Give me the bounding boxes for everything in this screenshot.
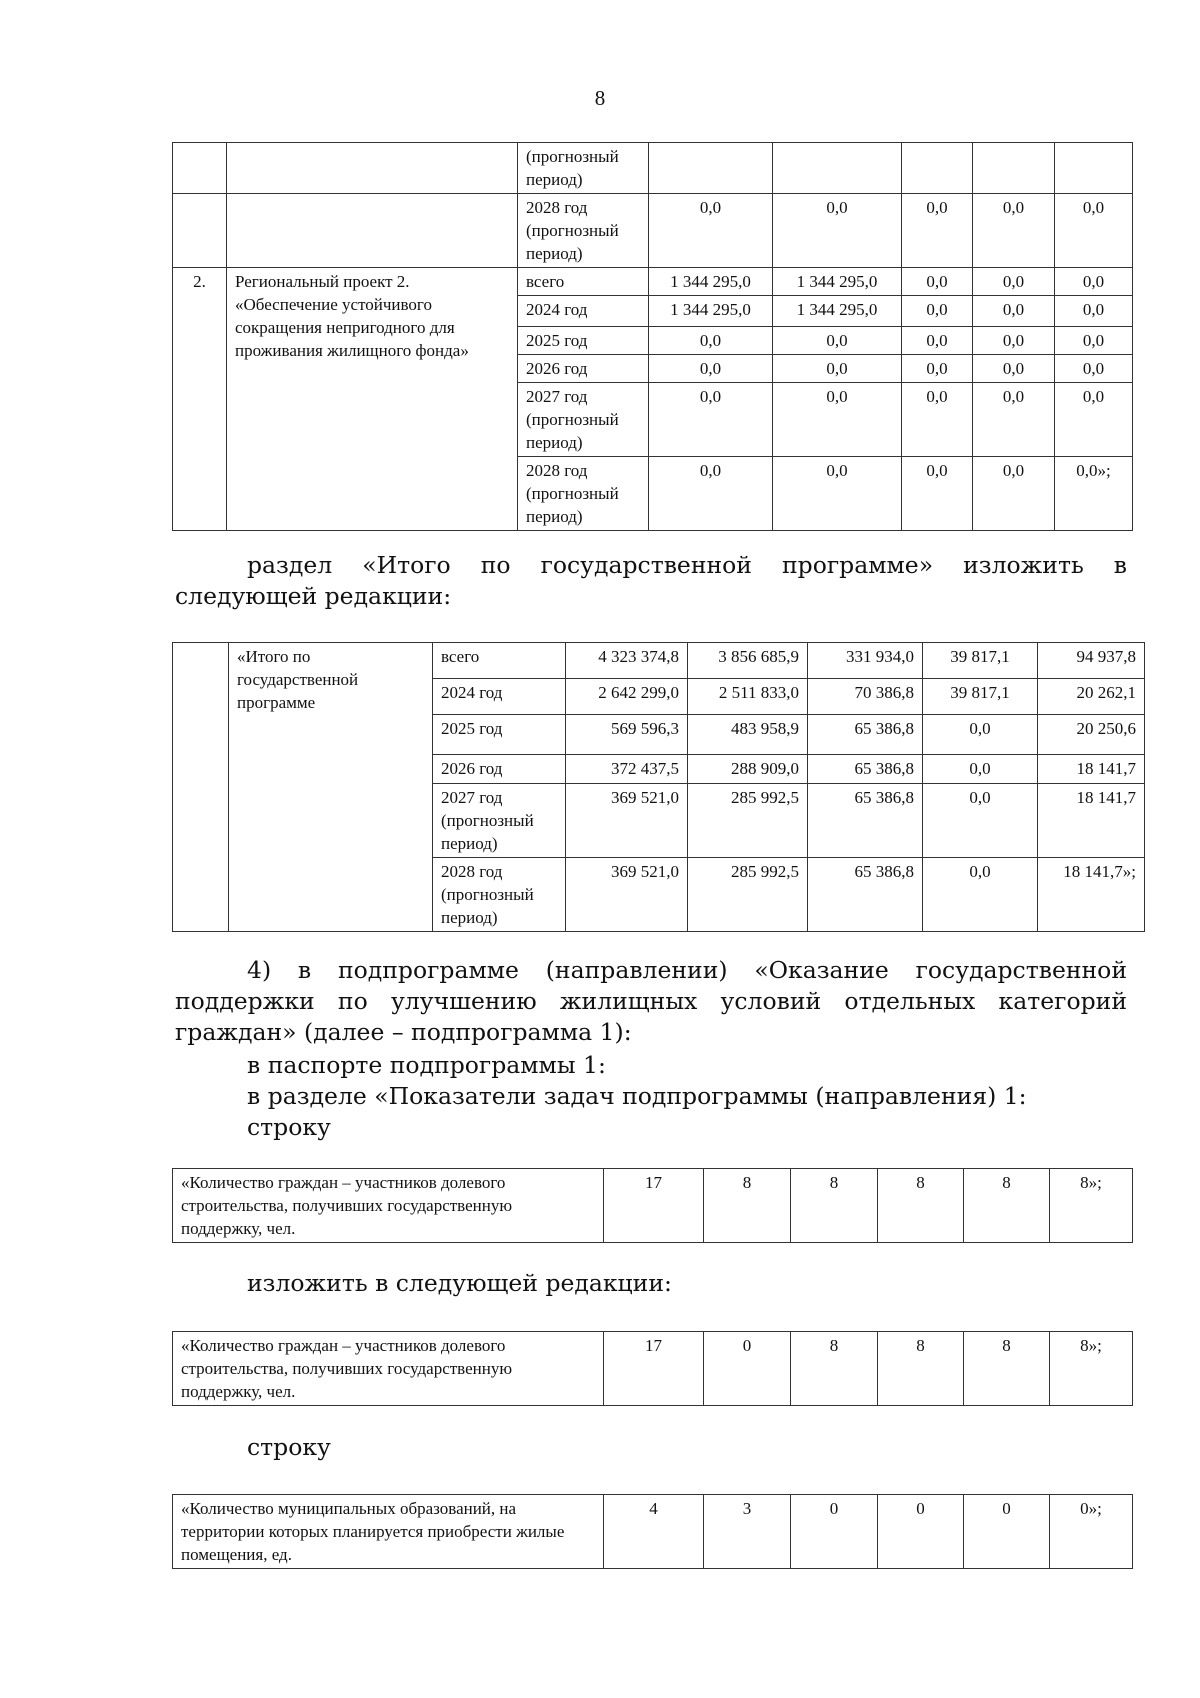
value-cell: 8 — [964, 1332, 1050, 1406]
paragraph-subprogram: 4) в подпрограмме (направлении) «Оказание государственной поддержки по улучшению жилищных условий отдельных категорий граждан» (далее – подпрограмма 1): — [175, 956, 1127, 1046]
period-cell: 2028 год (прогнозный период) — [518, 457, 649, 531]
value-cell: 0,0 — [973, 355, 1055, 383]
value-cell: 39 817,1 — [923, 643, 1038, 679]
table-row — [173, 194, 1133, 268]
value-cell: 0 — [791, 1495, 878, 1569]
value-cell: 285 992,5 — [688, 858, 808, 932]
project-name: Региональный проект 2. «Обеспечение устойчивого сокращения непригодного для проживания жилищного фонда» — [227, 268, 518, 531]
value-cell: 1 344 295,0 — [773, 296, 902, 327]
value-cell: 0,0 — [973, 327, 1055, 355]
value-cell: 8 — [791, 1169, 878, 1243]
value-cell: 20 250,6 — [1038, 715, 1145, 755]
table-row — [173, 643, 1145, 679]
value-cell: 4 323 374,8 — [566, 643, 688, 679]
value-cell: 2 642 299,0 — [566, 679, 688, 715]
period-cell: 2028 год (прогнозный период) — [518, 194, 649, 268]
value-cell: 8 — [704, 1169, 791, 1243]
value-cell: 0,0 — [923, 784, 1038, 858]
value-cell: 18 141,7 — [1038, 784, 1145, 858]
table-row — [173, 1495, 1133, 1569]
period-cell: 2028 год (прогнозный период) — [433, 858, 566, 932]
table-row — [173, 1169, 1133, 1243]
value-cell: 0,0 — [773, 383, 902, 457]
value-cell: 8 — [964, 1169, 1050, 1243]
table-row — [173, 1332, 1133, 1406]
value-cell: 8 — [791, 1332, 878, 1406]
value-cell: 0,0 — [1055, 355, 1133, 383]
value-cell: 0 — [964, 1495, 1050, 1569]
value-cell: 0,0 — [902, 194, 973, 268]
value-cell: 0,0 — [923, 715, 1038, 755]
value-cell: 18 141,7 — [1038, 755, 1145, 784]
value-cell: 3 — [704, 1495, 791, 1569]
value-cell: 0,0 — [649, 383, 773, 457]
value-cell: 3 856 685,9 — [688, 643, 808, 679]
value-cell: 0,0 — [973, 296, 1055, 327]
value-cell: 65 386,8 — [808, 715, 923, 755]
value-cell: 0,0 — [973, 383, 1055, 457]
value-cell: 2 511 833,0 — [688, 679, 808, 715]
period-cell: всего — [518, 268, 649, 296]
value-cell: 1 344 295,0 — [649, 296, 773, 327]
value-cell: 288 909,0 — [688, 755, 808, 784]
value-cell: 0,0 — [902, 327, 973, 355]
value-cell: 0,0 — [773, 194, 902, 268]
value-cell: 369 521,0 — [566, 784, 688, 858]
table-indicator-new — [172, 1331, 1133, 1406]
value-cell: 285 992,5 — [688, 784, 808, 858]
period-cell: 2025 год — [518, 327, 649, 355]
value-cell: 20 262,1 — [1038, 679, 1145, 715]
value-cell: 0,0 — [902, 268, 973, 296]
value-cell: 0,0»; — [1055, 457, 1133, 531]
value-cell: 1 344 295,0 — [773, 268, 902, 296]
value-cell: 0 — [704, 1332, 791, 1406]
value-cell: 8»; — [1050, 1169, 1133, 1243]
page-number: 8 — [594, 86, 606, 110]
value-cell: 0,0 — [923, 755, 1038, 784]
value-cell: 483 958,9 — [688, 715, 808, 755]
value-cell: 0,0 — [773, 457, 902, 531]
value-cell: 17 — [604, 1169, 704, 1243]
line-passport: в паспорте подпрограммы 1: — [247, 1051, 606, 1079]
value-cell: 0,0 — [1055, 383, 1133, 457]
value-cell: 0,0 — [649, 355, 773, 383]
period-cell: 2027 год (прогнозный период) — [518, 383, 649, 457]
table-program-total — [172, 642, 1145, 932]
indicator-label: «Количество граждан – участников долевого строительства, получивших государственную поддержку, чел. — [173, 1169, 604, 1243]
value-cell: 70 386,8 — [808, 679, 923, 715]
value-cell: 39 817,1 — [923, 679, 1038, 715]
indicator-label: «Количество граждан – участников долевого строительства, получивших государственную поддержку, чел. — [173, 1332, 604, 1406]
value-cell: 369 521,0 — [566, 858, 688, 932]
period-cell: 2027 год (прогнозный период) — [433, 784, 566, 858]
line-edit: изложить в следующей редакции: — [247, 1269, 672, 1297]
value-cell: 0,0 — [902, 296, 973, 327]
value-cell: 4 — [604, 1495, 704, 1569]
value-cell: 65 386,8 — [808, 755, 923, 784]
line-section: в разделе «Показатели задач подпрограммы (направления) 1: — [247, 1082, 1027, 1110]
table-indicator-municipal — [172, 1494, 1133, 1569]
value-cell: 0 — [878, 1495, 964, 1569]
line-row-label: строку — [247, 1113, 331, 1141]
value-cell: 17 — [604, 1332, 704, 1406]
table-regional-project — [172, 142, 1133, 531]
value-cell: 0,0 — [902, 457, 973, 531]
value-cell: 0,0 — [1055, 327, 1133, 355]
total-label: «Итого по государственной программе — [229, 643, 433, 932]
value-cell: 0,0 — [1055, 296, 1133, 327]
value-cell: 1 344 295,0 — [649, 268, 773, 296]
value-cell: 0»; — [1050, 1495, 1133, 1569]
period-cell: 2026 год — [433, 755, 566, 784]
value-cell: 0,0 — [649, 327, 773, 355]
table-row — [173, 268, 1133, 296]
period-cell: 2024 год — [433, 679, 566, 715]
value-cell: 18 141,7»; — [1038, 858, 1145, 932]
line-row-label-2: строку — [247, 1433, 331, 1461]
value-cell: 0,0 — [973, 268, 1055, 296]
value-cell: 372 437,5 — [566, 755, 688, 784]
period-cell: (прогнозный период) — [518, 143, 649, 194]
table-row — [173, 143, 1133, 194]
value-cell: 0,0 — [773, 355, 902, 383]
value-cell: 0,0 — [649, 457, 773, 531]
value-cell: 8 — [878, 1332, 964, 1406]
value-cell: 0,0 — [649, 194, 773, 268]
period-cell: 2025 год — [433, 715, 566, 755]
value-cell: 569 596,3 — [566, 715, 688, 755]
value-cell: 0,0 — [923, 858, 1038, 932]
value-cell: 0,0 — [1055, 268, 1133, 296]
value-cell: 0,0 — [973, 457, 1055, 531]
value-cell: 0,0 — [902, 355, 973, 383]
value-cell: 0,0 — [773, 327, 902, 355]
value-cell: 331 934,0 — [808, 643, 923, 679]
value-cell: 0,0 — [973, 194, 1055, 268]
table-indicator-old — [172, 1168, 1133, 1243]
value-cell: 94 937,8 — [1038, 643, 1145, 679]
value-cell: 8»; — [1050, 1332, 1133, 1406]
value-cell: 0,0 — [1055, 194, 1133, 268]
period-cell: 2024 год — [518, 296, 649, 327]
value-cell: 65 386,8 — [808, 784, 923, 858]
period-cell: всего — [433, 643, 566, 679]
period-cell: 2026 год — [518, 355, 649, 383]
value-cell: 65 386,8 — [808, 858, 923, 932]
value-cell: 0,0 — [902, 383, 973, 457]
indicator-label: «Количество муниципальных образований, на территории которых планируется приобрести жилые помещения, ед. — [173, 1495, 604, 1569]
row-number: 2. — [173, 268, 227, 531]
paragraph-section-total: раздел «Итого по государственной программе» изложить в следующей редакции: — [175, 551, 1127, 610]
value-cell: 8 — [878, 1169, 964, 1243]
